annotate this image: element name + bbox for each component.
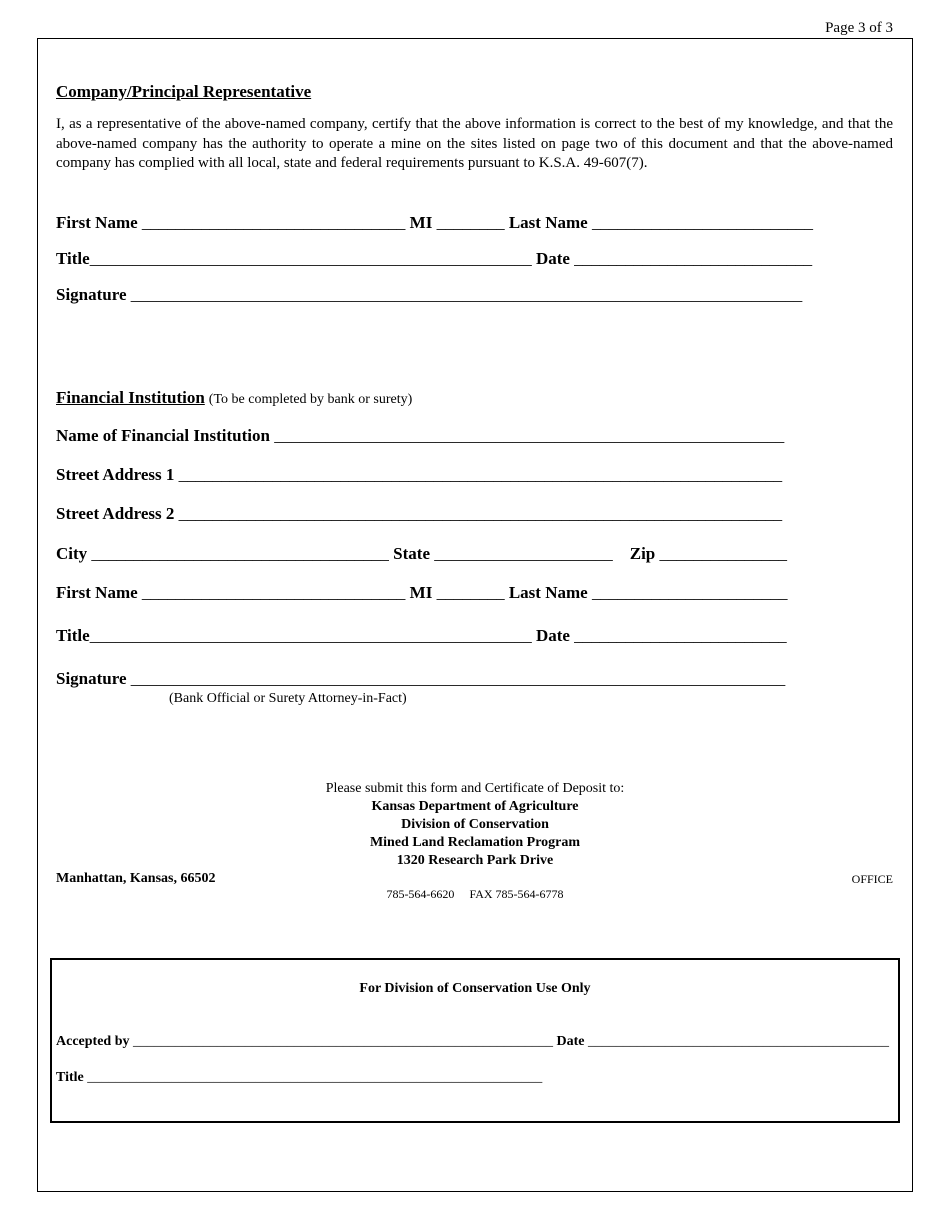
street1-row bbox=[56, 465, 782, 485]
submission-division: Division of Conservation bbox=[401, 817, 549, 832]
state-field[interactable]: _____________________ bbox=[434, 544, 613, 563]
fin-signature-label: Signature bbox=[56, 669, 127, 688]
rep-mi-label: MI bbox=[409, 213, 433, 232]
financial-section-note: (To be completed by bank or surety) bbox=[208, 392, 413, 407]
financial-section-header bbox=[56, 388, 412, 408]
fin-name-row bbox=[56, 583, 787, 603]
page-number: Page 3 of 3 bbox=[825, 20, 893, 36]
fin-title-row bbox=[56, 626, 787, 646]
office-label: OFFICE bbox=[851, 872, 893, 886]
rep-title-row bbox=[56, 249, 812, 269]
institution-name-field[interactable]: ____________________________________________________________ bbox=[274, 426, 785, 445]
fin-title-label: Title bbox=[56, 626, 90, 645]
accepted-by-field[interactable]: ____________________________________________________________ bbox=[133, 1034, 553, 1049]
rep-first-name-label: First Name bbox=[56, 213, 138, 232]
financial-section-title: Financial Institution bbox=[56, 388, 205, 407]
phone-number: 785-564-6620 bbox=[386, 887, 455, 901]
state-label: State bbox=[393, 544, 430, 563]
fin-signature-row bbox=[56, 669, 785, 689]
institution-name-row bbox=[56, 426, 784, 446]
fin-last-name-field[interactable]: _______________________ bbox=[591, 583, 788, 602]
fin-last-name-label: Last Name bbox=[508, 583, 588, 602]
rep-title-field[interactable]: ____________________________________________________ bbox=[89, 249, 532, 268]
zip-field[interactable]: _______________ bbox=[659, 544, 788, 563]
submission-contact bbox=[0, 887, 950, 902]
accepted-by-row bbox=[56, 1034, 889, 1050]
certification-statement: I, as a representative of the above-named company, certify that the above information is correct to the best of my knowledge, and that the above-named company has the authority to operate a mine on the sites listed on page two of this document and that the above-named company has complied with all local, state and federal requirements pursuant to K.S.A. 49-607(7). bbox=[56, 116, 893, 171]
submission-intro: Please submit this form and Certificate of Deposit to: bbox=[325, 781, 625, 796]
rep-signature-field[interactable]: _______________________________________________________________________________ bbox=[130, 285, 803, 304]
institution-name-label: Name of Financial Institution bbox=[56, 426, 270, 445]
street2-field[interactable]: _______________________________________________________________________ bbox=[178, 504, 783, 523]
rep-title-label: Title bbox=[56, 249, 90, 268]
office-title-label: Title bbox=[56, 1070, 84, 1085]
fin-mi-field[interactable]: ________ bbox=[436, 583, 505, 602]
fin-first-name-label: First Name bbox=[56, 583, 138, 602]
rep-signature-row bbox=[56, 285, 802, 305]
rep-last-name-field[interactable]: __________________________ bbox=[591, 213, 813, 232]
rep-date-field[interactable]: ____________________________ bbox=[574, 249, 813, 268]
fin-first-name-field[interactable]: _______________________________ bbox=[141, 583, 406, 602]
office-use-title: For Division of Conservation Use Only bbox=[359, 981, 591, 996]
city-state-zip-row bbox=[56, 544, 787, 564]
accepted-by-label: Accepted by bbox=[56, 1034, 130, 1049]
office-title-row bbox=[56, 1070, 542, 1086]
fin-signature-field[interactable]: _____________________________________________________________________________ bbox=[130, 669, 786, 688]
submission-city: Manhattan, Kansas, 66502 bbox=[56, 871, 216, 886]
rep-signature-label: Signature bbox=[56, 285, 127, 304]
fax-number: FAX 785-564-6778 bbox=[469, 887, 564, 901]
street1-field[interactable]: _______________________________________________________________________ bbox=[178, 465, 783, 484]
street2-label: Street Address 2 bbox=[56, 504, 175, 523]
rep-mi-field[interactable]: ________ bbox=[436, 213, 505, 232]
rep-name-row bbox=[56, 213, 813, 233]
fin-title-field[interactable]: ____________________________________________________ bbox=[89, 626, 532, 645]
rep-last-name-label: Last Name bbox=[508, 213, 588, 232]
city-label: City bbox=[56, 544, 88, 563]
office-date-field[interactable]: ___________________________________________ bbox=[588, 1034, 889, 1049]
city-field[interactable]: ___________________________________ bbox=[91, 544, 389, 563]
rep-date-label: Date bbox=[535, 249, 570, 268]
street2-row bbox=[56, 504, 782, 524]
submission-org: Kansas Department of Agriculture bbox=[371, 799, 579, 814]
street1-label: Street Address 1 bbox=[56, 465, 175, 484]
zip-label: Zip bbox=[629, 544, 656, 563]
fin-mi-label: MI bbox=[409, 583, 433, 602]
fin-date-label: Date bbox=[535, 626, 570, 645]
rep-first-name-field[interactable]: _______________________________ bbox=[141, 213, 406, 232]
signature-note: (Bank Official or Surety Attorney-in-Fact) bbox=[169, 691, 407, 706]
submission-program: Mined Land Reclamation Program bbox=[369, 835, 581, 850]
fin-date-field[interactable]: _________________________ bbox=[574, 626, 787, 645]
office-date-label: Date bbox=[556, 1034, 585, 1049]
submission-street: 1320 Research Park Drive bbox=[396, 853, 554, 868]
office-title-field[interactable]: _________________________________________________________________ bbox=[87, 1070, 543, 1085]
representative-section-title: Company/Principal Representative bbox=[56, 82, 312, 101]
